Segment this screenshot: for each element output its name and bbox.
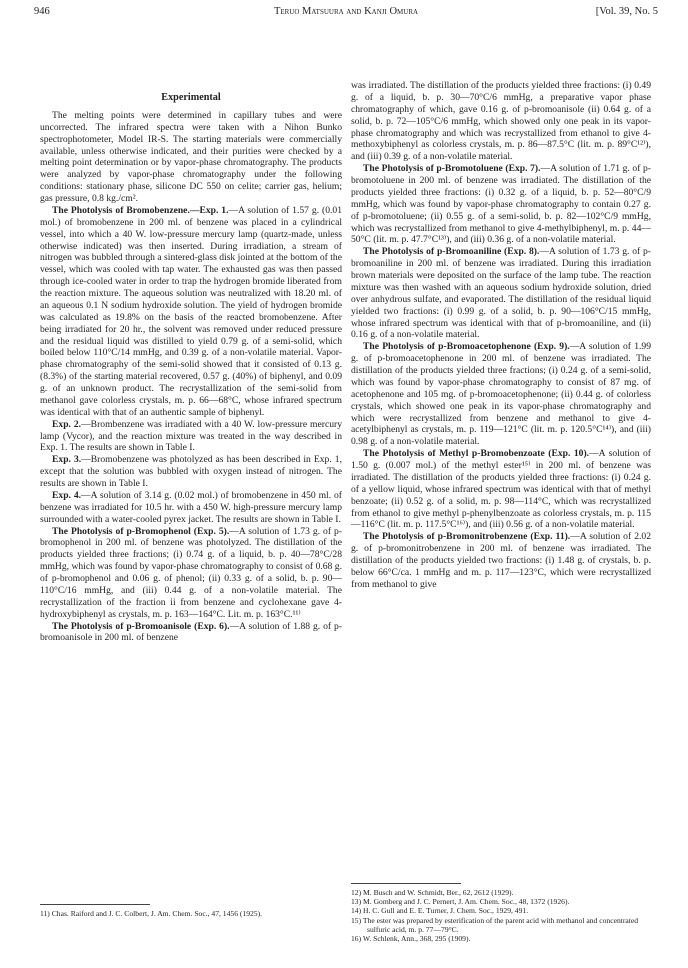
- footnote-15: 15) The ester was prepared by esterification of the parent acid with methanol and concentrated sulfuric acid, m. p. 77—79°C.: [351, 915, 639, 934]
- footnote-11: 11) Chas. Raiford and J. C. Colbert, J. Am. Chem. Soc., 47, 1456 (1925).: [40, 909, 263, 918]
- paragraph-exp-4: [40, 490, 342, 526]
- paragraph-title: Exp. 3.: [52, 454, 82, 466]
- paragraph-title: The Photolysis of p-Bromoanisole (Exp. 6).: [52, 620, 230, 632]
- paragraph-title: Exp. 2.: [52, 418, 82, 430]
- paragraph-title: The Photolysis of p-Bromoacetophenone (Exp. 9).: [363, 341, 570, 353]
- paragraph-body: —A solution of 2.02 g. of p-bromonitrobenzene in 200 ml. of benzene was irradiated. The distillation of the products yielded two fractions: (i) 1.48 g. of crystals, b. p. below 66°C/ca. 1 mmHg and m. p. 117—123°C, which were recrystallized from methanol to give: [351, 531, 651, 590]
- paragraph-exp-2: [40, 419, 342, 455]
- paragraph-body: —A solution of 1.71 g. of p-bromotoluene in 200 ml. of benzene was irradiated. The distillation of the products yielded three fractions: (i) 0.32 g. of a liquid, b. p. 52—80°C/9 mmHg, which was found by vapor-phase chromatography to contain 0.27 g. of p-bromotoluene; (ii) 0.55 g. of a semi-solid, b. p. 82—102°C/9 mmHg, which was recrystallized from methanol to give 4-methylbiphenyl, m. p. 44—50°C (lit. m. p. 47.7°C¹³⁾), and (iii) 0.36 g. of a non-volatile material.: [351, 163, 652, 246]
- footnote-divider: [40, 904, 150, 905]
- paragraph-title: The Photolysis of Methyl p-Bromobenzoate (Exp. 10).: [363, 448, 590, 460]
- paragraph-body: —A solution of 1.50 g. (0.007 mol.) of the methyl ester¹⁵⁾ in 200 ml. of benzene was irradiated. The distillation of the products yielded three fractions: (i) 0.24 g. of a yellow liquid, whose infrared spectrum was identical with that of methyl benzoate; (ii) 0.52 g. of a solid, m. p. 98—114°C, which was recrystallized from ethanol to give methyl p-phenylbenzoate as colorless crystals, m. p. 115—116°C (lit. m. p. 117.5°C¹⁶⁾), and (iii) 0.56 g. of a non-volatile material.: [351, 448, 651, 531]
- right-footnotes: [351, 877, 651, 943]
- paragraph-exp-9: [351, 341, 651, 448]
- footnote-13: 13) M. Gomberg and J. C. Pernert, J. Am. Chem. Soc., 48, 1372 (1926).: [351, 897, 570, 907]
- paragraph-exp-1: [40, 205, 342, 419]
- paragraph-exp-11: [351, 531, 651, 590]
- right-column: [351, 80, 651, 591]
- paragraph-exp-10: [351, 448, 651, 531]
- paragraph-title: Exp. 4.: [52, 489, 82, 501]
- paragraph-body: —Bromobenzene was photolyzed as has been described in Exp. 1, except that the solution was bubbled with oxygen instead of nitrogen. The results are shown in Table I.: [40, 454, 342, 489]
- paragraph-exp-6: [40, 621, 342, 645]
- paragraph-exp-5: [40, 526, 342, 621]
- paragraph-general-methods: The melting points were determined in capillary tubes and were uncorrected. The infrared spectra were taken with a Nihon Bunko spectrophotometer, Model IR-S. The starting materials were commercially available, unless otherwise indicated, and their purities were checked by a melting point determination or by vapor-phase chromatography. The products were analyzed by vapor-phase chromatography under the following conditions: stationary phase, silicone DC 550 on celite; carrier gas, helium; gas pressure, 0.8 kg./cm².: [40, 109, 342, 204]
- page-number: 946: [34, 6, 50, 17]
- paragraph-title: The Photolysis of Bromobenzene.—Exp. 1.: [52, 204, 229, 216]
- section-heading-experimental: Experimental: [161, 92, 221, 103]
- paragraph-body: —A solution of 3.14 g. (0.02 mol.) of bromobenzene in 450 ml. of benzene was irradiated for 10.5 hr. with a 450 W. high-pressure mercury lamp surrounded with a water-cooled pyrex jacket. The results are shown in Table I.: [40, 489, 342, 525]
- paragraph-title: The Photolysis of p-Bromotoluene (Exp. 7).: [363, 163, 541, 175]
- paragraph-title: The Photolysis of p-Bromonitrobenzene (Exp. 11).: [363, 531, 571, 543]
- paragraph-body: —A solution of 1.57 g. (0.01 mol.) of bromobenzene in 200 ml. of benzene was placed in a cylindrical vessel, into which a 40 W. low-pressure mercury lamp (quartz-made, unless otherwise indicated) was then inserted. During irradiation, a stream of nitrogen was bubbled through a sintered-glass disk jointed at the bottom of the vessel, which was cooled with tap water. The exhausted gas was then passed through ice-cooled water in order to trap the hydrogen bromide liberated from the reaction mixture. The aqueous solution was neutralized with 18.20 ml. of an aqueous 0.1 N sodium hydroxide solution. The yield of hydrogen bromide was calculated as 19.8% on the basis of the reacted bromobenzene. After being irradiated for 20 hr., the solvent was removed under reduced pressure and the residual liquid was distilled to yield 0.79 g. of a semi-solid, which boiled below 110°C/14 mmHg, and 0.39 g. of a non-volatile material. Vapor-phase chromatography of the semi-solid showed that it consisted of 0.13 g. (8.3%) of the starting material recovered, 0.57 g. (40%) of biphenyl, and 0.09 g. of an unknown product. The recrystallization of the semi-solid from methanol gave colorless crystals, m. p. 66—68°C, whose infrared spectrum was identical with that of an authentic sample of biphenyl.: [40, 204, 342, 418]
- paragraph-title: The Photolysis of p-Bromoaniline (Exp. 8).: [363, 246, 540, 258]
- running-head: [34, 6, 658, 22]
- footnote-16: 16) W. Schlenk, Ann., 368, 295 (1909).: [351, 934, 471, 944]
- volume-issue: [Vol. 39, No. 5: [595, 6, 658, 17]
- paragraph-exp-8: [351, 246, 651, 341]
- left-footnotes: [40, 898, 342, 918]
- running-head-authors: Teruo Matsuura and Kanji Omura: [273, 6, 419, 17]
- footnote-12: 12) M. Busch and W. Schmidt, Ber., 62, 2612 (1929).: [351, 888, 514, 897]
- paragraph-exp-3: [40, 454, 342, 490]
- paragraph-body: —A solution of 1.73 g. of p-bromoaniline in 200 ml. of benzene was irradiated. During this irradiation brown materials were deposited on the surface of the lamp tube. The reaction mixture was then washed with an aqueous sodium hydroxide solution, dried over anhydrous sulfate, and evaporated. The distillation of the residual liquid yielded two fractions: (i) 0.99 g. of a solid, b. p. 90—106°C/15 mmHg, whose infrared spectrum was identical with that of p-bromoaniline, and (ii) 0.16 g. of a non-volatile material.: [351, 246, 651, 341]
- paragraph-exp-7: [351, 163, 651, 246]
- paragraph-body: —Brombenzene was irradiated with a 40 W. low-pressure mercury lamp (Vycor), and the reaction mixture was treated in the way described in Exp. 1. The results are shown in Table I.: [40, 418, 342, 454]
- paragraph-title: The Photolysis of p-Bromophenol (Exp. 5).: [52, 525, 230, 537]
- paragraph-exp-6-continued: was irradiated. The distillation of the products yielded three fractions: (i) 0.49 g. of a liquid, b. p. 30—70°C/6 mmHg, a preparative vapor phase chromatography of which, gave 0.16 g. of p-bromoanisole (ii) 0.64 g. of a solid, b. p. 72—105°C/6 mmHg, which showed only one peak in its vapor-phase chromatography and which was recrystallized from ethanol to give 4-methoxybiphenyl as colorless crystals, m. p. 86—87.5°C (lit. m. p. 89°C¹²⁾), and (iii) 0.39 g. of a non-volatile material.: [351, 80, 651, 163]
- paragraph-body: —A solution of 1.73 g. of p-bromophenol in 200 ml. of benzene was photolyzed. The distillation of the products yielded three fractions; (i) 0.74 g. of a liquid, b. p. 40—78°C/28 mmHg, which was found by vapor-phase chromatography to consist of 0.68 g. of p-bromophenol and 0.06 g. of phenol; (ii) 0.33 g. of a solid, b. p. 90—110°C/16 mmHg, and (iii) 0.44 g. of a non-volatile material. The recrystallization of the fraction ii from benzene and cyclohexane gave 4-hydroxybiphenyl as crystals, m. p. 163—164°C. Lit. m. p. 163°C.¹¹⁾: [40, 525, 342, 620]
- footnote-14: 14) H. C. Gull and E. E. Turner, J. Chem. Soc., 1929, 491.: [351, 906, 529, 916]
- left-column: [40, 84, 342, 644]
- paragraph-body: —A solution of 1.88 g. of p-bromoanisole in 200 ml. of benzene: [40, 620, 343, 644]
- footnote-divider: [351, 883, 461, 884]
- paragraph-body: —A solution of 1.99 g. of p-bromoacetophenone in 200 ml. of benzene was irradiated. The distillation of the products yielded three fractions; (i) 0.24 g. of a semi-solid, which was found by vapor-phase chromatography to consist of 87 mg. of acetophenone and 105 mg. of p-bromoacetophenone; (ii) 0.44 g. of colorless crystals, which showed one peak in its vapor-phase chromatography and which were recrystallized from benzene and methanol to give 4-acetylbiphenyl as crystals, m. p. 119—121°C (lit. m. p. 120.5°C¹⁴⁾), and (iii) 0.98 g. of a non-volatile material.: [351, 341, 651, 448]
